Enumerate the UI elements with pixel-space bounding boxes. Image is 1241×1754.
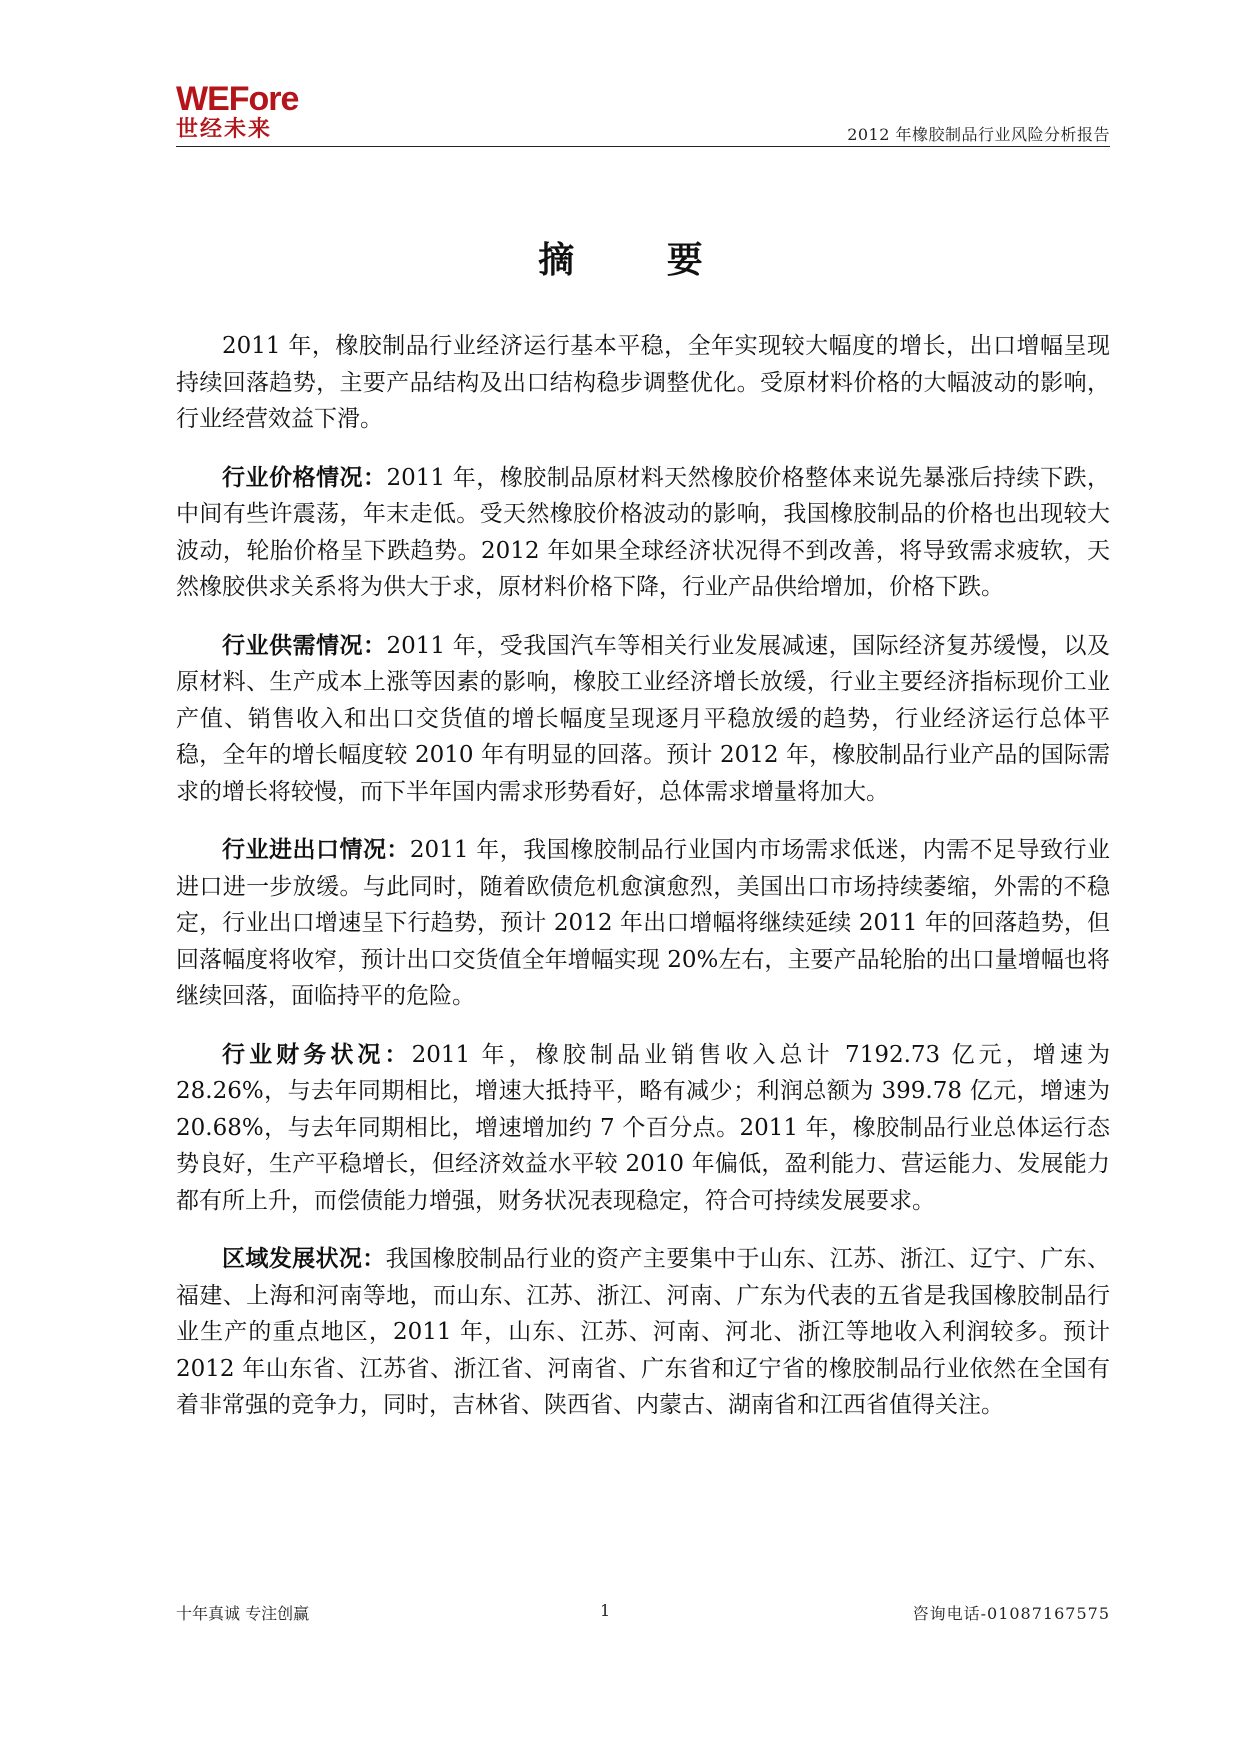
paragraph-text: 2011 年，橡胶制品原材料天然橡胶价格整体来说先暴涨后持续下跌，中间有些许震荡，年末走低。受天然橡胶价格波动的影响，我国橡胶制品的价格也出现较大波动，轮胎价格呈下跌趋势。2012 年如果全球经济状况得不到改善，将导致需求疲软，天然橡胶供求关系将为供大于求，原材料价格下降，行业产品供给增加，价格下跌。 [176,464,1110,600]
paragraph-lead: 行业供需情况： [222,632,387,659]
paragraph-text: 2011 年，橡胶制品行业经济运行基本平稳，全年实现较大幅度的增长，出口增幅呈现持续回落趋势，主要产品结构及出口结构稳步调整优化。受原材料价格的大幅波动的影响，行业经营效益下滑。 [176,333,1110,432]
paragraph-text: 2011 年，受我国汽车等相关行业发展减速，国际经济复苏缓慢，以及原材料、生产成本上涨等因素的影响，橡胶工业经济增长放缓，行业主要经济指标现价工业产值、销售收入和出口交货值的增长幅度呈现逐月平稳放缓的趋势，行业经济运行总体平稳，全年的增长幅度较 2010 年有明显的回落。预计 2012 年，橡胶制品行业产品的国际需求的增长将较慢，而下半年国内需求形势看好，总体需求增量将加大。 [176,632,1110,805]
paragraph-intro [176,328,1110,438]
paragraph-lead: 行业财务状况： [222,1041,412,1068]
paragraph-supply-demand [176,628,1110,811]
report-header-title: 2012 年橡胶制品行业风险分析报告 [847,125,1110,144]
paragraph-lead: 区域发展状况： [222,1246,386,1272]
paragraph-text: 我国橡胶制品行业的资产主要集中于山东、江苏、浙江、辽宁、广东、福建、上海和河南等地，而山东、江苏、浙江、河南、广东为代表的五省是我国橡胶制品行业生产的重点地区，2011 年，山东、江苏、河南、河北、浙江等地收入利润较多。预计 2012 年山东省、江苏省、浙江省、河南省、广东省和辽宁省的橡胶制品行业依然在全国有着非常强的竞争力，同时，吉林省、陕西省、内蒙古、湖南省和江西省值得关注。 [176,1246,1111,1418]
abstract-body [176,328,1110,1446]
paragraph-lead: 行业进出口情况： [222,837,410,863]
footer-slogan: 十年真诚 专注创赢 [176,1604,310,1623]
paragraph-text: 2011 年，橡胶制品业销售收入总计 7192.73 亿元，增速为 28.26%，与去年同期相比，增速大抵持平，略有减少；利润总额为 399.78 亿元，增速为 20.68%，与去年同期相比，增速增加约 7 个百分点。2011 年，橡胶制品行业总体运行态势良好，生产平稳增长，但经济效益水平较 2010 年偏低，盈利能力、营运能力、发展能力都有所上升，而偿债能力增强，财务状况表现稳定，符合可持续发展要求。 [176,1041,1111,1214]
paragraph-lead: 行业价格情况： [222,464,387,491]
footer-contact: 咨询电话-01087167575 [912,1604,1110,1623]
logo-wordmark: WEFore [176,80,299,118]
header-divider [176,146,1110,147]
page-title: 摘 要 [538,240,743,281]
paragraph-price [176,460,1110,606]
wefore-logo [176,82,306,144]
paragraph-financial [176,1037,1110,1220]
paragraph-regional [176,1241,1110,1424]
logo-chinese-name: 世经未来 [176,117,273,142]
page-number: 1 [600,1601,611,1620]
paragraph-text: 2011 年，我国橡胶制品行业国内市场需求低迷，内需不足导致行业进口进一步放缓。与此同时，随着欧债危机愈演愈烈，美国出口市场持续萎缩，外需的不稳定，行业出口增速呈下行趋势，预计 2012 年出口增幅将继续延续 2011 年的回落趋势，但回落幅度将收窄，预计出口交货值全年增幅实现 20%左右，主要产品轮胎的出口量增幅也将继续回落，面临持平的危险。 [176,837,1110,1009]
paragraph-import-export [176,832,1110,1015]
